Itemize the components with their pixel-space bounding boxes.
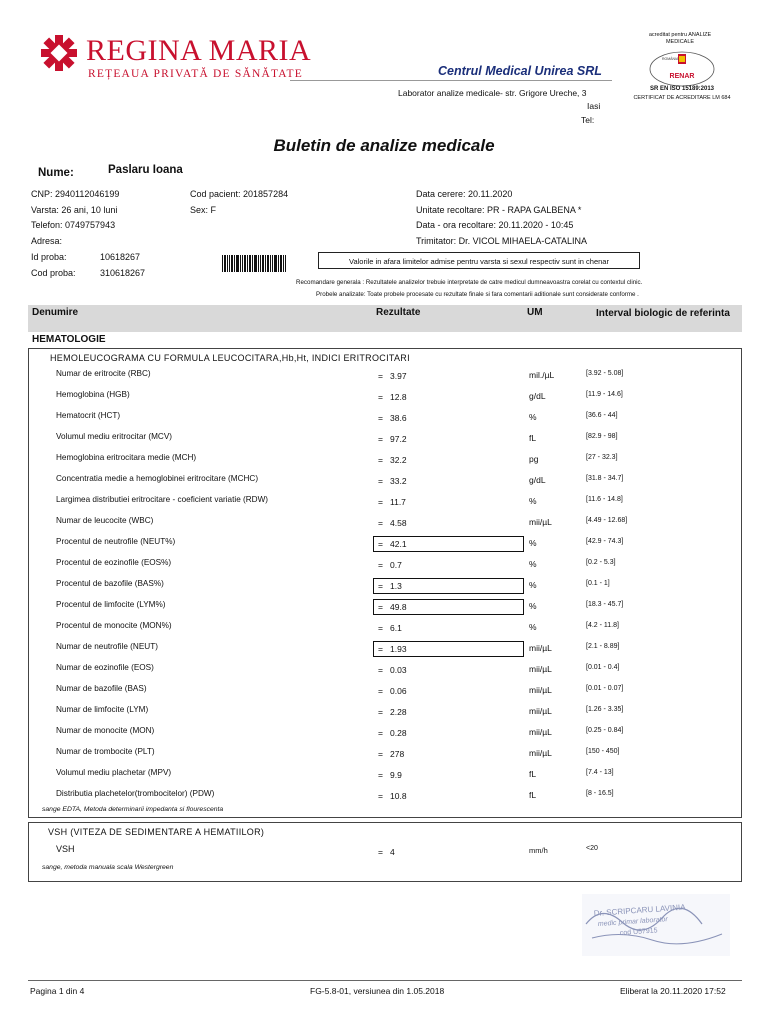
lab-tel: Tel: <box>581 115 595 125</box>
result-reference: [11.6 - 14.8] <box>586 496 623 503</box>
result-value: 1.3 <box>390 581 402 591</box>
result-value: 2.28 <box>390 707 407 717</box>
result-name: Numar de eozinofile (EOS) <box>56 663 154 672</box>
result-value: 3.97 <box>390 371 407 381</box>
brand-subtitle: REȚEAUA PRIVATĂ DE SĂNĂTATE <box>88 68 303 80</box>
result-name: Hemoglobina eritrocitara medie (MCH) <box>56 453 197 462</box>
result-name: Procentul de neutrofile (NEUT%) <box>56 537 176 546</box>
result-unit: % <box>529 538 537 548</box>
patient-name-label: Nume: <box>38 167 74 179</box>
result-reference: [36.6 - 44] <box>586 412 618 419</box>
result-unit: % <box>529 580 537 590</box>
cod-proba-label: Cod proba: <box>31 268 76 278</box>
result-unit: % <box>529 559 537 569</box>
result-name: Numar de monocite (MON) <box>56 726 155 735</box>
result-reference: [0.01 - 0.4] <box>586 664 620 671</box>
result-value: 278 <box>390 749 405 759</box>
result-value: 49.8 <box>390 602 407 612</box>
patient-name: Paslaru Ioana <box>108 164 183 176</box>
id-proba-value: 10618267 <box>100 252 141 262</box>
result-value: 10.8 <box>390 791 407 801</box>
result-equals: = <box>378 581 383 591</box>
result-name: Numar de trombocite (PLT) <box>56 747 155 756</box>
result-reference: [0.01 - 0.07] <box>586 685 624 692</box>
header-divider <box>290 80 612 81</box>
result-reference: <20 <box>586 845 598 852</box>
column-result-header: Rezultate <box>376 307 421 318</box>
id-proba-label: Id proba: <box>31 252 67 262</box>
result-value: 32.2 <box>390 455 407 465</box>
result-value: 97.2 <box>390 434 407 444</box>
regina-maria-logo-icon <box>38 32 80 74</box>
result-equals: = <box>378 455 383 465</box>
result-unit: % <box>529 601 537 611</box>
page-number: Pagina 1 din 4 <box>30 986 85 996</box>
result-reference: [0.1 - 1] <box>586 580 610 587</box>
result-unit: mii/µL <box>529 664 552 674</box>
result-unit: mii/µL <box>529 685 552 695</box>
section-title: HEMATOLOGIE <box>32 334 106 345</box>
referring-doctor: Trimitator: Dr. VICOL MIHAELA-CATALINA <box>416 236 588 246</box>
result-unit: mii/µL <box>529 517 552 527</box>
result-value: 6.1 <box>390 623 402 633</box>
result-unit: % <box>529 496 537 506</box>
svg-text:cod U57915: cod U57915 <box>619 927 658 937</box>
result-equals: = <box>378 707 383 717</box>
result-reference: [2.1 - 8.89] <box>586 643 620 650</box>
result-reference: [31.8 - 34.7] <box>586 475 624 482</box>
result-equals: = <box>378 434 383 444</box>
renar-accreditation-logo-icon <box>648 50 716 88</box>
result-value: 1.93 <box>390 644 407 654</box>
result-value: 0.03 <box>390 665 407 675</box>
collection-datetime: Data - ora recoltare: 20.11.2020 - 10:45 <box>416 220 574 230</box>
lab-city: Iasi <box>587 101 601 111</box>
collection-unit: Unitate recoltare: PR - RAPA GALBENA * <box>416 205 582 215</box>
result-equals: = <box>378 539 383 549</box>
patient-address: Adresa: <box>31 236 63 246</box>
group-title: VSH (VITEZA DE SEDIMENTARE A HEMATIILOR) <box>48 827 265 837</box>
result-reference: [3.92 - 5.08] <box>586 370 624 377</box>
result-name: Concentratia medie a hemoglobinei eritrocitare (MCHC) <box>56 474 259 483</box>
result-equals: = <box>378 413 383 423</box>
result-name: Procentul de eozinofile (EOS%) <box>56 558 172 567</box>
out-of-range-notice: Valorile in afara limitelor admise pentru varsta si sexul respectiv sunt in chenar <box>318 252 640 269</box>
samples-note: Probele analizate: Toate probele procesate cu rezultate finale si fara comentarii aditionale sunt considerate conforme . <box>316 291 639 298</box>
result-unit: mii/µL <box>529 643 552 653</box>
result-equals: = <box>378 518 383 528</box>
result-value: 9.9 <box>390 770 402 780</box>
doctor-signature-stamp <box>582 894 730 956</box>
result-name: Hemoglobina (HGB) <box>56 390 130 399</box>
result-equals: = <box>378 623 383 633</box>
group-title: HEMOLEUCOGRAMA CU FORMULA LEUCOCITARA,Hb,Ht, INDICI ERITROCITARI <box>50 353 410 363</box>
result-unit: % <box>529 412 537 422</box>
result-unit: mm/h <box>529 846 548 855</box>
result-name: VSH <box>56 844 75 854</box>
barcode-icon <box>222 255 286 272</box>
result-reference: [82.9 - 98] <box>586 433 618 440</box>
result-reference: [18.3 - 45.7] <box>586 601 624 608</box>
result-value: 4.58 <box>390 518 407 528</box>
result-reference: [4.49 - 12.68] <box>586 517 628 524</box>
result-name: Numar de limfocite (LYM) <box>56 705 149 714</box>
result-value: 33.2 <box>390 476 407 486</box>
result-reference: [42.9 - 74.3] <box>586 538 624 545</box>
result-reference: [27 - 32.3] <box>586 454 618 461</box>
result-equals: = <box>378 847 383 857</box>
result-name: Distributia plachetelor(trombocitelor) (PDW) <box>56 789 215 798</box>
accreditation-certificate: CERTIFICAT DE ACREDITARE LM 684 <box>633 95 731 101</box>
svg-text:Dr. SCRIPCARU LAVINIA: Dr. SCRIPCARU LAVINIA <box>593 902 686 918</box>
result-equals: = <box>378 665 383 675</box>
lab-address: Laborator analize medicale- str. Grigore Ureche, 3 <box>398 88 587 98</box>
result-equals: = <box>378 497 383 507</box>
result-unit: fL <box>529 769 537 779</box>
result-name: Procentul de monocite (MON%) <box>56 621 172 630</box>
result-equals: = <box>378 791 383 801</box>
result-unit: % <box>529 622 537 632</box>
result-unit: mii/µL <box>529 706 552 716</box>
result-reference: [4.2 - 11.8] <box>586 622 619 629</box>
group-method-note: sange EDTA, Metoda determinarii impedanta si flourescenta <box>42 806 224 813</box>
result-name: Volumul mediu eritrocitar (MCV) <box>56 432 173 441</box>
group-method-note: sange, metoda manuala scala Westergreen <box>42 864 174 871</box>
result-reference: [150 - 450] <box>586 748 620 755</box>
result-unit: g/dL <box>529 475 546 485</box>
result-value: 4 <box>390 847 395 857</box>
result-reference: [1.26 - 3.35] <box>586 706 624 713</box>
result-name: Numar de bazofile (BAS) <box>56 684 147 693</box>
result-name: Largimea distributiei eritrocitare - coeficient variatie (RDW) <box>56 495 269 504</box>
result-unit: fL <box>529 790 537 800</box>
result-name: Numar de leucocite (WBC) <box>56 516 154 525</box>
result-value: 0.06 <box>390 686 407 696</box>
result-equals: = <box>378 392 383 402</box>
request-date: Data cerere: 20.11.2020 <box>416 189 513 199</box>
result-value: 11.7 <box>390 497 406 507</box>
footer-divider <box>28 980 742 981</box>
patient-code: Cod pacient: 201857284 <box>190 189 289 199</box>
result-reference: [8 - 16.5] <box>586 790 614 797</box>
result-equals: = <box>378 728 383 738</box>
result-name: Procentul de bazofile (BAS%) <box>56 579 164 588</box>
patient-age: Varsta: 26 ani, 10 luni <box>31 205 118 215</box>
patient-sex: Sex: F <box>190 205 217 215</box>
patient-phone: Telefon: 0749757943 <box>31 220 116 230</box>
result-unit: mii/µL <box>529 748 552 758</box>
result-value: 0.28 <box>390 728 407 738</box>
result-reference: [0.25 - 0.84] <box>586 727 624 734</box>
column-reference-header: Interval biologic de referinta <box>596 308 730 319</box>
result-reference: [0.2 - 5.3] <box>586 559 616 566</box>
result-equals: = <box>378 371 383 381</box>
form-version: FG-5.8-01, versiunea din 1.05.2018 <box>310 986 445 996</box>
result-unit: pg <box>529 454 539 464</box>
result-reference: [11.9 - 14.6] <box>586 391 623 398</box>
patient-cnp: CNP: 2940112046199 <box>31 189 120 199</box>
result-name: Numar de eritrocite (RBC) <box>56 369 151 378</box>
result-unit: fL <box>529 433 537 443</box>
result-equals: = <box>378 644 383 654</box>
result-name: Hematocrit (HCT) <box>56 411 121 420</box>
svg-text:ROMÂNIA: ROMÂNIA <box>662 57 679 61</box>
result-name: Numar de neutrofile (NEUT) <box>56 642 158 651</box>
result-value: 42.1 <box>390 539 407 549</box>
result-equals: = <box>378 686 383 696</box>
result-equals: = <box>378 560 383 570</box>
result-name: Volumul mediu plachetar (MPV) <box>56 768 172 777</box>
svg-text:medic primar laborator: medic primar laborator <box>597 916 669 928</box>
column-um-header: UM <box>527 307 543 318</box>
medical-center-name: Centrul Medical Unirea SRL <box>438 64 602 78</box>
brand-name: REGINA MARIA <box>86 34 312 67</box>
result-unit: mil./µL <box>529 370 555 380</box>
result-value: 38.6 <box>390 413 407 423</box>
result-reference: [7.4 - 13] <box>586 769 614 776</box>
result-unit: g/dL <box>529 391 546 401</box>
document-title: Buletin de analize medicale <box>273 136 495 155</box>
result-name: Procentul de limfocite (LYM%) <box>56 600 166 609</box>
issued-datetime: Eliberat la 20.11.2020 17:52 <box>620 986 726 996</box>
svg-text:RENAR: RENAR <box>669 73 695 80</box>
result-equals: = <box>378 749 383 759</box>
result-equals: = <box>378 602 383 612</box>
accreditation-standard: SR EN ISO 15189:2013 <box>649 86 715 92</box>
general-recommendation: Recomandare generala : Rezultatele analizelor trebuie interpretate de catre medicul dumneavoastra corelat cu contextul clinic. <box>296 279 643 286</box>
column-name-header: Denumire <box>32 307 79 318</box>
result-equals: = <box>378 476 383 486</box>
result-value: 12.8 <box>390 392 407 402</box>
result-value: 0.7 <box>390 560 402 570</box>
result-equals: = <box>378 770 383 780</box>
cod-proba-value: 310618267 <box>100 268 146 278</box>
accreditation-label: acreditat pentru ANALIZE MEDICALE <box>648 32 712 45</box>
result-unit: mii/µL <box>529 727 552 737</box>
